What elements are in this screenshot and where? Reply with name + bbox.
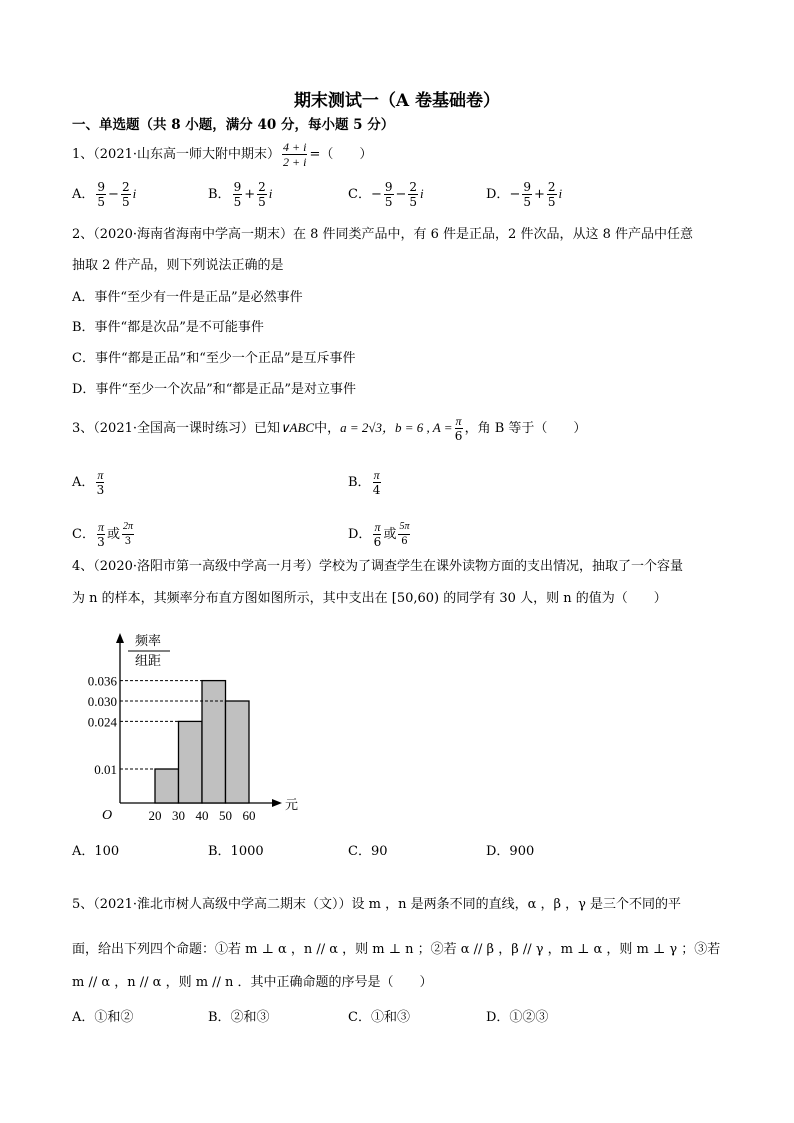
fraction: $\frac{9}{5}$ <box>233 180 242 209</box>
imaginary-unit: i <box>268 186 273 201</box>
q4-option-b[interactable]: B．1000 <box>208 844 264 859</box>
q4-option-c[interactable]: C．90 <box>348 844 388 859</box>
fraction: $\frac{2}{5}$ <box>258 180 266 209</box>
fraction: $\frac{5\pi}{6}$ <box>399 521 410 547</box>
y-tick-label: 0.01 <box>94 762 117 777</box>
imaginary-unit: i <box>558 186 563 201</box>
option-label: A． <box>72 187 95 202</box>
sign: − <box>370 187 382 202</box>
q1-fraction: $\frac{4 + i}{2 + i}$ <box>283 140 307 169</box>
q3-option-a[interactable] <box>72 468 106 497</box>
q2-option-d[interactable]: D．事件“至少一个次品”和“都是正品”是对立事件 <box>72 382 357 397</box>
origin-label: O <box>102 808 113 823</box>
option-label: C． <box>72 527 95 542</box>
q3-triangle: ∨ABC <box>280 420 315 435</box>
x-tick-label: 40 <box>195 808 209 823</box>
question-1 <box>72 140 372 169</box>
fraction: $\frac{2\pi}{3}$ <box>122 521 133 547</box>
q1-prefix: 1、（2021·山东高一师大附中期末） <box>72 147 280 162</box>
fraction: $\frac{2}{5}$ <box>409 180 418 209</box>
q3-mid: 中， <box>314 421 341 436</box>
imaginary-unit: i <box>132 186 137 201</box>
q5-option-b[interactable]: B．②和③ <box>208 1010 270 1025</box>
fraction: $\frac{2}{5}$ <box>547 180 556 209</box>
imaginary-unit: i <box>420 186 424 201</box>
x-tick-label: 30 <box>172 808 185 823</box>
q3-angle-fraction: $\frac{\pi}{6}$ <box>454 414 463 443</box>
q4-option-a[interactable]: A．100 <box>72 844 120 859</box>
x-tick-label: 20 <box>148 808 162 823</box>
or-text: 或 <box>106 527 120 542</box>
fraction: $\frac{9}{5}$ <box>97 180 106 209</box>
q1-suffix: =（ ） <box>309 147 373 162</box>
x-tick-label: 60 <box>242 808 256 823</box>
q1-option-a[interactable] <box>72 180 136 209</box>
q1-option-b[interactable] <box>208 180 272 209</box>
question-5-line2: 面，给出下列四个命题：①若 m ⊥ α ，n // α ，则 m ⊥ n ；②若 α // β ，β // γ ，m ⊥ α ，则 m ⊥ γ ；③若 <box>72 942 721 957</box>
q3-a: a = 2√3 <box>340 420 383 435</box>
page-title: 期末测试一（A 卷基础卷） <box>293 91 501 111</box>
q1-option-c[interactable] <box>348 180 424 209</box>
q4-option-d[interactable]: D．900 <box>486 844 535 859</box>
q1-option-d[interactable] <box>486 180 562 209</box>
histogram-bar <box>179 721 203 803</box>
q5-option-d[interactable]: D．①②③ <box>486 1010 549 1025</box>
y-tick-label: 0.024 <box>87 714 117 730</box>
q3-option-c[interactable] <box>72 520 136 549</box>
y-tick-label: 0.030 <box>87 694 117 709</box>
q3-prefix: 3、（2021·全国高一课时练习）已知 <box>72 421 280 436</box>
operator: + <box>533 187 545 202</box>
question-2-line2: 抽取 2 件产品，则下列说法正确的是 <box>72 258 284 273</box>
histogram-bar <box>202 681 226 803</box>
option-label: B． <box>348 475 371 490</box>
operator: + <box>244 187 256 202</box>
fraction: $\frac{2}{5}$ <box>121 180 130 209</box>
option-label: A． <box>72 475 95 490</box>
q5-option-a[interactable]: A．①和② <box>72 1010 134 1025</box>
question-4-line2: 为 n 的样本，其频率分布直方图如图所示，其中支出在 [50,60) 的同学有 30 人，则 n 的值为（ ） <box>72 591 667 606</box>
q3-option-d[interactable] <box>348 520 412 549</box>
or-text: 或 <box>383 527 397 542</box>
fraction: $\frac{9}{5}$ <box>523 180 531 209</box>
option-label: D． <box>486 187 510 202</box>
fraction: $\frac{\pi}{3}$ <box>97 520 105 549</box>
x-tick-label: 50 <box>219 808 232 823</box>
histogram-bar <box>155 769 179 803</box>
q2-option-a[interactable]: A．事件“至少有一件是正品”是必然事件 <box>72 290 303 305</box>
sign: − <box>509 187 521 202</box>
question-2-line1: 2、（2020·海南省海南中学高一期末）在 8 件同类产品中，有 6 件是正品，2 件次品，从这 8 件产品中任意 <box>72 227 693 242</box>
y-label-numerator: 频率 <box>134 633 162 648</box>
q3-option-b[interactable] <box>348 468 383 497</box>
option-label: D． <box>348 527 372 542</box>
x-axis-arrow-icon <box>272 799 282 807</box>
question-3 <box>72 414 586 443</box>
section-heading: 一、单选题（共 8 小题，满分 40 分，每小题 5 分） <box>72 117 395 133</box>
q3-b: ，b = 6 , A = <box>382 420 453 435</box>
q2-option-b[interactable]: B．事件“都是次品”是不可能事件 <box>72 320 264 335</box>
operator: − <box>108 187 119 202</box>
option-label: C． <box>348 187 371 202</box>
fraction: $\frac{9}{5}$ <box>384 180 393 209</box>
question-5-line1: 5、（2021·淮北市树人高级中学高二期末（文））设 m ，n 是两条不同的直线，α ，β ，γ 是三个不同的平 <box>72 897 682 912</box>
q2-option-c[interactable]: C．事件“都是正品”和“至少一个正品”是互斥事件 <box>72 351 356 366</box>
y-label-denominator: 组距 <box>134 653 162 668</box>
x-axis-label: 元 <box>285 797 299 812</box>
option-label: B． <box>208 187 231 202</box>
frequency-histogram <box>75 625 315 830</box>
fraction: $\frac{\pi}{3}$ <box>96 468 105 497</box>
q5-option-c[interactable]: C．①和③ <box>348 1010 410 1025</box>
y-tick-label: 0.036 <box>87 673 117 689</box>
y-axis-arrow-icon <box>116 633 124 643</box>
operator: − <box>395 187 407 202</box>
q3-suffix: ，角 B 等于（ ） <box>464 421 587 436</box>
histogram-bar <box>226 701 250 803</box>
question-5-line3: m // α ，n // α ，则 m // n ．其中正确命题的序号是（ ） <box>72 975 433 990</box>
fraction: $\frac{\pi}{6}$ <box>373 520 382 549</box>
question-4-line1: 4、（2020·洛阳市第一高级中学高一月考）学校为了调查学生在课外读物方面的支出情况，抽取了一个容量 <box>72 559 683 574</box>
fraction: $\frac{\pi}{4}$ <box>372 468 381 497</box>
